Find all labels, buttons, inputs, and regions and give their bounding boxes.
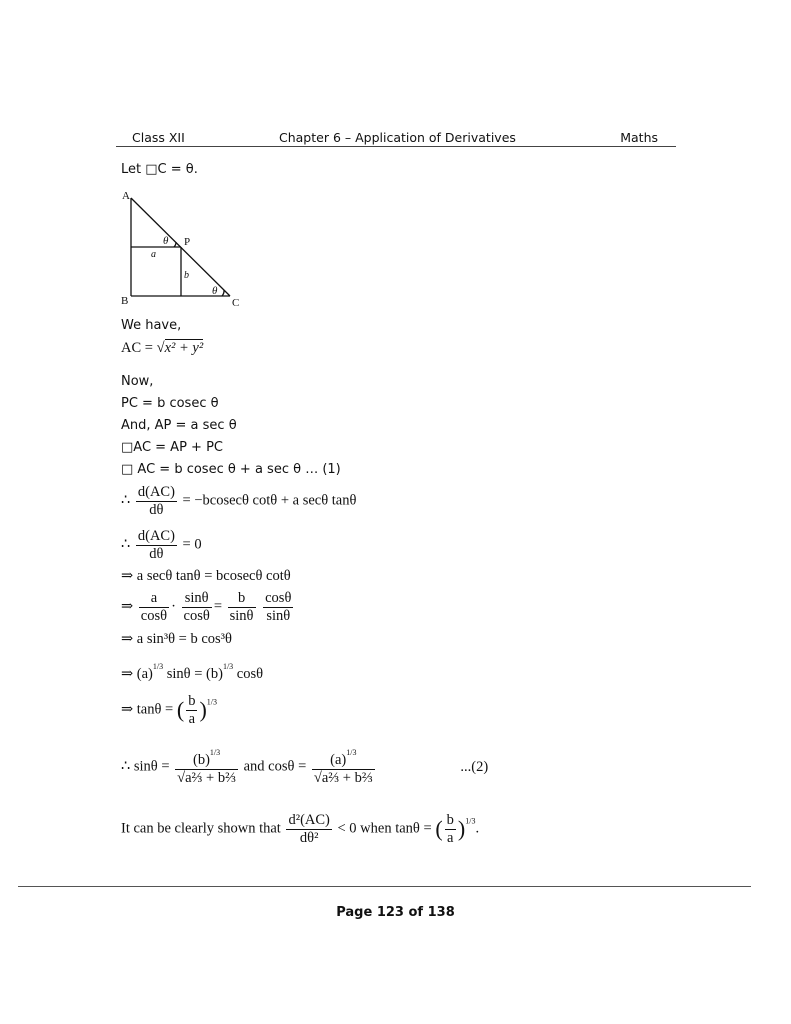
- conclusion-line: It can be clearly shown that $\frac{\text{d²(AC)}}{\text{dθ²}}$ < 0 when tanθ = ( $\frac{b}{a}$ )$^{1/3}$.: [121, 812, 480, 846]
- equation-1: □ AC = b cosec θ + a sec θ … (1): [121, 462, 341, 477]
- label-theta-bottom: θ: [212, 285, 218, 297]
- label-theta-top: θ: [163, 235, 169, 247]
- page-number: Page 123 of 138: [336, 905, 455, 920]
- subject-label: Maths: [620, 130, 658, 145]
- step-1: ⇒ a secθ tanθ = bcosecθ cotθ: [121, 568, 291, 584]
- derivative-line: ∴ $\frac{d(AC)}{d\theta}$ = −bcosecθ cotθ + a secθ tanθ: [121, 484, 357, 518]
- header-divider: [116, 146, 676, 147]
- footer-divider: [18, 886, 751, 887]
- equation-2-label: ...(2): [460, 758, 489, 775]
- label-B: B: [121, 295, 129, 307]
- now-text: Now,: [121, 374, 154, 389]
- label-C: C: [232, 297, 240, 309]
- triangle-diagram: [118, 186, 248, 310]
- label-a: a: [151, 249, 156, 260]
- class-label: Class XII: [132, 130, 185, 145]
- sum-line: □AC = AP + PC: [121, 440, 223, 455]
- derivative-zero: ∴ $\frac{d(AC)}{d\theta}$ = 0: [121, 528, 202, 562]
- step-5: ⇒ tanθ = ( $\frac{b}{a}$ )$^{1/3}$: [121, 693, 218, 727]
- step-3: ⇒ a sin³θ = b cos³θ: [121, 631, 232, 647]
- equation-2: ∴ sinθ = $\frac{(b)^{1/3}}{\text{√a⅔ + b⅔}}$ and cosθ = $\frac{(a)^{1/3}}{\text{√a⅔ + b⅔}}$ ...(2): [121, 748, 489, 786]
- step-2: ⇒ $\frac{a}{\cos\theta}$ · $\frac{\sin\theta}{\cos\theta}$ = $\frac{b}{\sin\theta}$ $\frac{\cos\theta}{\sin\theta}$: [121, 590, 292, 624]
- pc-line: PC = b cosec θ: [121, 396, 219, 411]
- label-b: b: [184, 270, 189, 281]
- chapter-title: Chapter 6 – Application of Derivatives: [279, 130, 516, 145]
- step-4: ⇒ $(a)^{1/3}$ $\sin\theta = (b)^{1/3}$ cosθ: [121, 662, 264, 682]
- page-header: [116, 128, 676, 146]
- we-have-text: We have,: [121, 318, 182, 333]
- let-line: Let □C = θ.: [121, 162, 198, 177]
- ap-line: And, AP = a sec θ: [121, 418, 237, 433]
- label-P: P: [184, 236, 191, 248]
- ac-formula: AC = √x² + y²: [121, 340, 204, 356]
- label-A: A: [122, 190, 130, 202]
